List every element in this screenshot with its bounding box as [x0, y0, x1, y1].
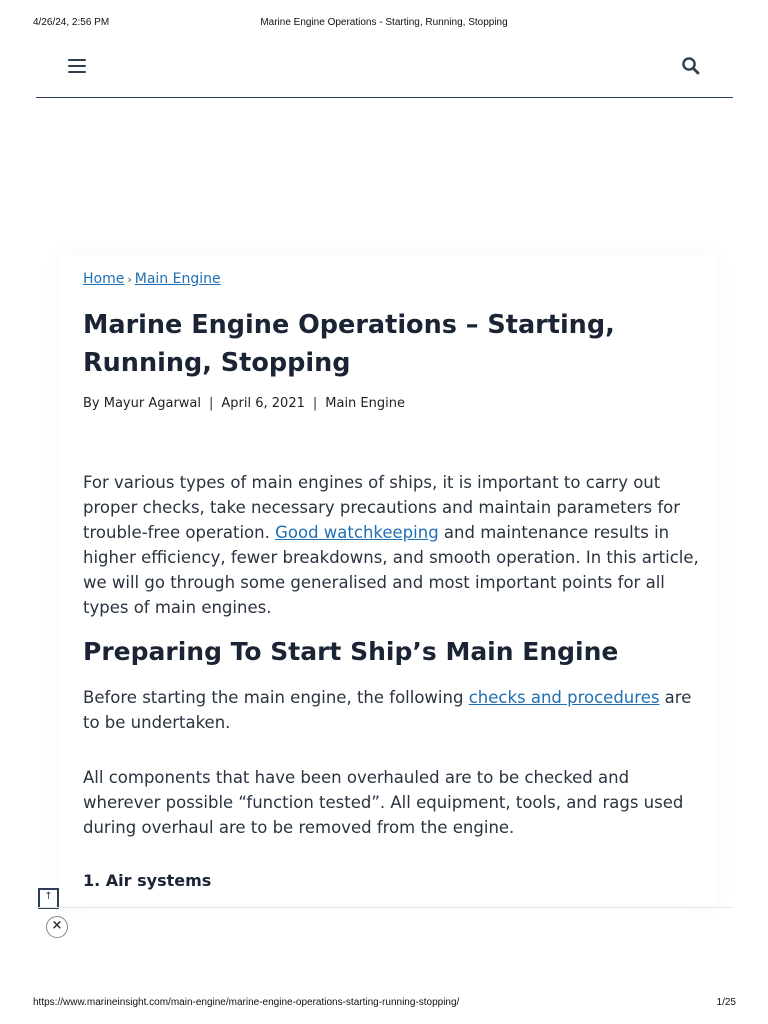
print-footer	[0, 997, 768, 1011]
breadcrumb-category-link[interactable]: Main Engine	[134, 271, 221, 287]
author-byline[interactable]: By Mayur Agarwal	[83, 396, 202, 411]
meta-separator: |	[209, 396, 214, 411]
breadcrumb-separator: ›	[127, 273, 132, 286]
hamburger-menu-icon[interactable]	[68, 59, 86, 73]
intro-text-start: For various types of main engines of ships, it is important to carry out proper checks, take necessary precautions and maintain parameters for trouble-free operation.	[83, 473, 681, 542]
ad-divider	[36, 907, 733, 908]
print-url: https://www.marineinsight.com/main-engine/marine-engine-operations-starting-running-stopping/	[33, 997, 460, 1008]
scroll-to-top-button[interactable]	[38, 888, 59, 909]
search-icon[interactable]	[681, 56, 701, 76]
checks-text-start: Before starting the main engine, the following	[83, 688, 469, 707]
breadcrumb-home-link[interactable]: Home	[83, 271, 125, 287]
article-title: Marine Engine Operations – Starting, Running, Stopping	[83, 310, 615, 378]
close-ad-button[interactable]	[46, 916, 68, 938]
publish-date: April 6, 2021	[221, 396, 305, 411]
site-header	[36, 50, 733, 98]
menu-line	[68, 71, 86, 73]
intro-text-end: and maintenance results in higher efficiency, fewer breakdowns, and smooth operation. In this article, we will go through some generalised and most important points for all types of main engines.	[83, 523, 699, 617]
section-heading: Preparing To Start Ship’s Main Engine	[83, 637, 619, 666]
breadcrumb	[83, 271, 221, 287]
intro-paragraph	[83, 470, 703, 620]
meta-separator: |	[312, 396, 318, 411]
arrow-up-icon: ↑	[44, 891, 53, 902]
close-icon: ×	[51, 918, 63, 933]
meta-category-link[interactable]: Main Engine	[325, 396, 405, 411]
good-watchkeeping-link[interactable]: Good watchkeeping	[275, 523, 439, 542]
components-paragraph: All components that have been overhauled are to be checked and wherever possible “function tested”. All equipment, tools, and rags used during overhaul are to be removed from the engine.	[83, 768, 684, 837]
checks-paragraph	[83, 685, 703, 735]
print-timestamp: 4/26/24, 2:56 PM	[33, 17, 110, 28]
air-systems-subheading: 1. Air systems	[83, 871, 212, 890]
menu-line	[68, 59, 86, 61]
menu-line	[68, 65, 86, 67]
print-page-title: Marine Engine Operations - Starting, Running, Stopping	[260, 17, 508, 28]
checks-procedures-link[interactable]: checks and procedures	[468, 688, 660, 707]
article-meta	[83, 396, 405, 411]
checks-text-end: are to be undertaken.	[83, 688, 692, 732]
print-header	[0, 17, 768, 31]
print-page-number: 1/25	[716, 997, 736, 1008]
